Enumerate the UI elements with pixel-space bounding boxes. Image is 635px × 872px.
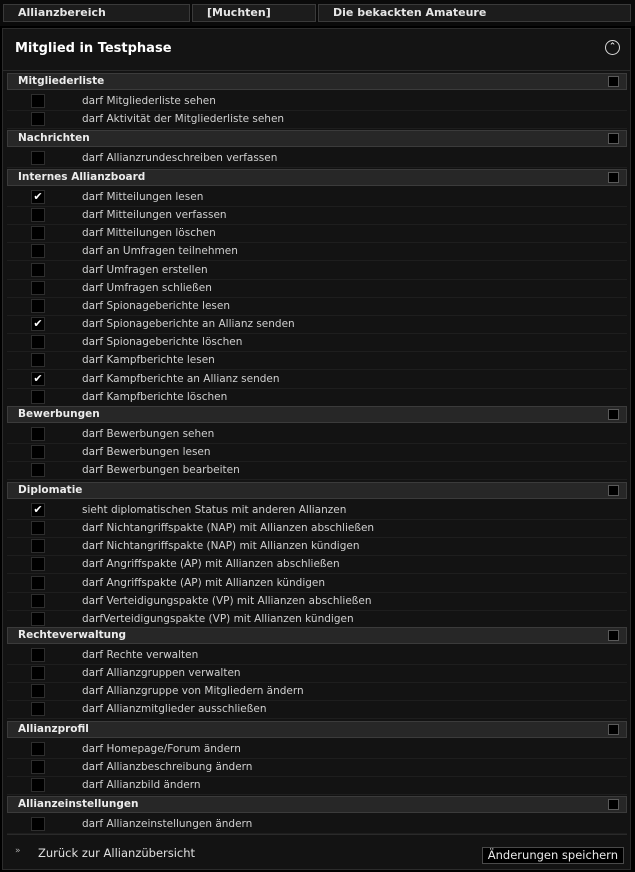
permission-checkbox[interactable] [31,427,45,441]
permission-checkbox[interactable] [31,778,45,792]
permission-row [7,280,627,298]
permission-row [7,741,627,759]
permission-checkbox[interactable] [31,702,45,716]
permission-label: darf Bewerbungen lesen [82,446,211,459]
permission-row [7,371,627,389]
panel-footer [7,834,627,867]
section-title: Rechteverwaltung [18,629,127,641]
permission-checkbox[interactable] [31,594,45,608]
section-title: Nachrichten [18,132,90,144]
permission-label: darf Allianzmitglieder ausschließen [82,703,267,716]
permission-row [7,93,627,111]
section-select-all-checkbox[interactable] [608,630,619,641]
tab-allianzbereich[interactable]: Allianzbereich [3,4,190,22]
section-header [7,796,627,813]
double-arrow-right-icon: » [15,846,21,856]
permission-label: darf Mitgliederliste sehen [82,95,216,107]
top-navigation [0,0,635,26]
permission-label: darf Umfragen schließen [82,281,212,294]
section-title: Mitgliederliste [18,75,105,87]
permission-label: darf Allianzrundeschreiben verfassen [82,152,278,164]
permission-label: sieht diplomatischen Status mit anderen Allianzen [82,504,347,516]
permission-row [7,462,627,480]
permission-checkbox[interactable] [31,299,45,313]
permission-row [7,683,627,701]
tab-alliance-tag[interactable]: [Muchten] [192,4,316,22]
permission-checkbox[interactable] [31,244,45,258]
permission-checkbox[interactable] [31,445,45,459]
permission-label: darf Nichtangriffspakte (NAP) mit Allianzen kündigen [82,540,360,553]
permission-row [7,816,627,834]
permission-checkbox[interactable] [31,760,45,774]
permission-checkbox[interactable] [31,521,45,535]
permission-row [7,538,627,556]
permission-row [7,502,627,520]
permission-checkbox[interactable]: ✔ [31,372,45,386]
permission-label: darf Bewerbungen sehen [82,428,215,440]
permission-checkbox[interactable] [31,557,45,571]
permission-checkbox[interactable]: ✔ [31,317,45,331]
permission-label: darf Spionageberichte lesen [82,299,230,312]
permission-label: darf Kampfberichte an Allianz senden [82,372,280,385]
section-select-all-checkbox[interactable] [608,172,619,183]
section-header [7,73,627,90]
section-select-all-checkbox[interactable] [608,76,619,87]
permission-label: darf Allianzeinstellungen ändern [82,818,253,830]
section-header [7,130,627,147]
permission-checkbox[interactable] [31,539,45,553]
section-select-all-checkbox[interactable] [608,485,619,496]
permission-label: darf Mitteilungen verfassen [82,209,227,222]
section-select-all-checkbox[interactable] [608,409,619,420]
permission-label: darf Spionageberichte an Allianz senden [82,318,295,331]
permission-checkbox[interactable] [31,151,45,165]
permission-checkbox[interactable] [31,666,45,680]
section-header [7,169,627,186]
permission-checkbox[interactable] [31,94,45,108]
section-select-all-checkbox[interactable] [608,799,619,810]
permission-checkbox[interactable]: ✔ [31,503,45,517]
permission-checkbox[interactable] [31,390,45,404]
section-title: Allianzeinstellungen [18,798,139,810]
permission-label: darf Angriffspakte (AP) mit Allianzen abschließen [82,558,340,571]
permission-row [7,665,627,683]
permission-label: darf Mitteilungen lesen [82,191,204,203]
permission-label: darf Bewerbungen bearbeiten [82,464,240,477]
section-select-all-checkbox[interactable] [608,724,619,735]
section-title: Internes Allianzboard [18,171,146,183]
permission-checkbox[interactable] [31,463,45,477]
permission-label: darf Allianzbild ändern [82,779,201,792]
save-changes-button[interactable]: Änderungen speichern [482,847,624,864]
permission-label: darf Allianzgruppe von Mitgliedern ändern [82,685,304,698]
page-title: Mitglied in Testphase [15,41,172,56]
permission-row [7,207,627,225]
permission-row [7,243,627,261]
permission-checkbox[interactable]: ✔ [31,190,45,204]
permission-label: darf Rechte verwalten [82,649,199,661]
permission-checkbox[interactable] [31,281,45,295]
section-header [7,482,627,499]
panel-header [3,29,630,71]
permissions-panel [2,28,631,870]
permission-row [7,556,627,574]
permission-row [7,389,627,407]
permission-row [7,189,627,207]
permission-row [7,647,627,665]
permission-row [7,426,627,444]
permission-checkbox[interactable] [31,742,45,756]
section-title: Diplomatie [18,484,83,496]
permission-row [7,316,627,334]
permission-checkbox[interactable] [31,648,45,662]
permission-label: darf Kampfberichte löschen [82,390,228,403]
permission-label: darf Allianzbeschreibung ändern [82,761,253,774]
section-title: Allianzprofil [18,723,89,735]
permission-label: darf Homepage/Forum ändern [82,743,241,755]
permission-checkbox[interactable] [31,335,45,349]
permission-checkbox[interactable] [31,263,45,277]
permission-row [7,444,627,462]
permission-checkbox[interactable] [31,576,45,590]
permission-checkbox[interactable] [31,353,45,367]
permission-row [7,575,627,593]
permission-row [7,759,627,777]
permission-label: darf Angriffspakte (AP) mit Allianzen kündigen [82,576,326,589]
permission-label: darf Umfragen erstellen [82,263,208,276]
permission-checkbox[interactable] [31,684,45,698]
permission-label: darf Kampfberichte lesen [82,354,215,367]
section-title: Bewerbungen [18,408,100,420]
permission-label: darf Spionageberichte löschen [82,336,243,349]
permission-label: darf an Umfragen teilnehmen [82,245,238,258]
permission-label: darf Nichtangriffspakte (NAP) mit Allianzen abschließen [82,522,375,535]
permission-label: darfVerteidigungspakte (VP) mit Allianzen kündigen [82,612,354,625]
permission-row [7,225,627,243]
permission-label: darf Aktivität der Mitgliederliste sehen [82,113,285,126]
back-to-alliance-overview-link[interactable]: Zurück zur Allianzübersicht [38,846,196,860]
permission-row [7,111,627,129]
section-header [7,627,627,644]
permission-row [7,520,627,538]
permission-checkbox[interactable] [31,817,45,831]
permission-checkbox[interactable] [31,112,45,126]
permission-checkbox[interactable] [31,226,45,240]
permission-row [7,334,627,352]
permission-label: darf Allianzgruppen verwalten [82,667,241,680]
permission-label: darf Verteidigungspakte (VP) mit Allianzen abschließen [82,594,372,607]
permission-row [7,777,627,795]
permission-label: darf Mitteilungen löschen [82,227,216,240]
section-select-all-checkbox[interactable] [608,133,619,144]
permission-checkbox[interactable] [31,208,45,222]
permission-row [7,150,627,168]
permission-row [7,701,627,719]
permission-row [7,593,627,611]
double-chevron-up-icon[interactable]: ⌃ [605,40,620,55]
tab-alliance-name[interactable]: Die bekackten Amateure [318,4,631,22]
permission-row [7,352,627,370]
section-header [7,721,627,738]
section-header [7,406,627,423]
permission-row [7,262,627,280]
permission-row [7,298,627,316]
permission-checkbox[interactable] [31,612,45,626]
